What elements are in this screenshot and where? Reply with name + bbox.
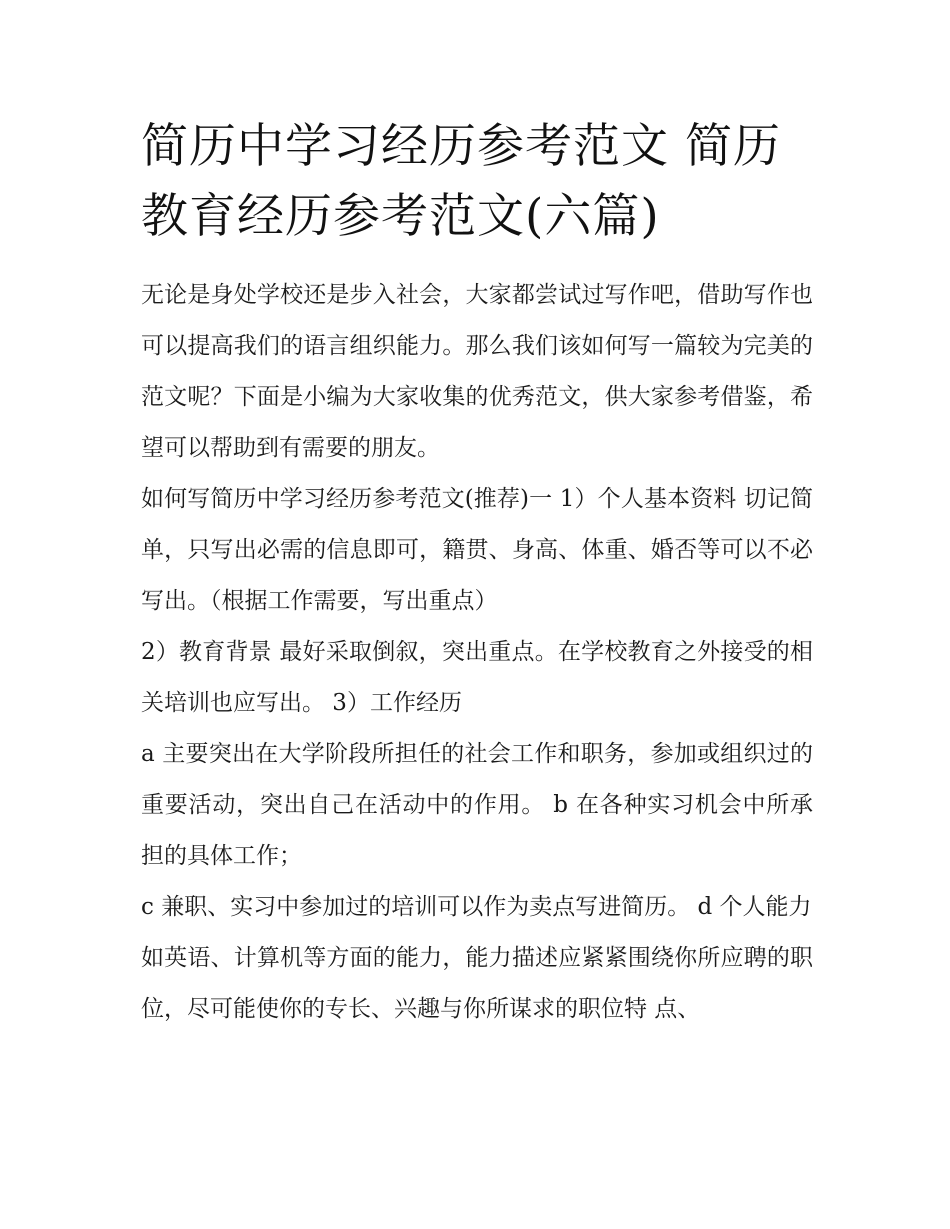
document-title: 简历中学习经历参考范文 简历教育经历参考范文(六篇) bbox=[141, 119, 781, 244]
paragraph-education: 2）教育背景 最好采取倒叙，突出重点。在学校教育之外接受的相关培训也应写出。 3）工作经历 bbox=[141, 639, 813, 716]
paragraph-work-c: c 兼职、实习中参加过的培训可以作为卖点写进简历。 d 个人能力 bbox=[141, 894, 812, 920]
paragraph-basic-info: 如何写简历中学习经历参考范文(推荐)一 1）个人基本资料 切记简单，只写出必需的信息即可，籍贯、身高、体重、婚否等可以不必写出。（根据工作需要，写出重点） bbox=[141, 486, 813, 614]
document-page bbox=[141, 112, 813, 1035]
paragraph-work-a: a 主要突出在大学阶段所担任的社会工作和职务，参加或组织过的重要活动，突出自己在活动中的作用。 b 在各种实习机会中所承担的具体工作； bbox=[141, 741, 813, 869]
paragraph-intro: 无论是身处学校还是步入社会，大家都尝试过写作吧，借助写作也可以提高我们的语言组织能力。那么我们该如何写一篇较为完美的范文呢？下面是小编为大家收集的优秀范文，供大家参考借鉴，希望可以帮助到有需要的朋友。 bbox=[141, 282, 813, 461]
paragraph-ability: 如英语、计算机等方面的能力，能力描述应紧紧围绕你所应聘的职位，尽可能使你的专长、兴趣与你所谋求的职位特 点、 bbox=[141, 945, 813, 1022]
document-body bbox=[141, 270, 813, 1035]
